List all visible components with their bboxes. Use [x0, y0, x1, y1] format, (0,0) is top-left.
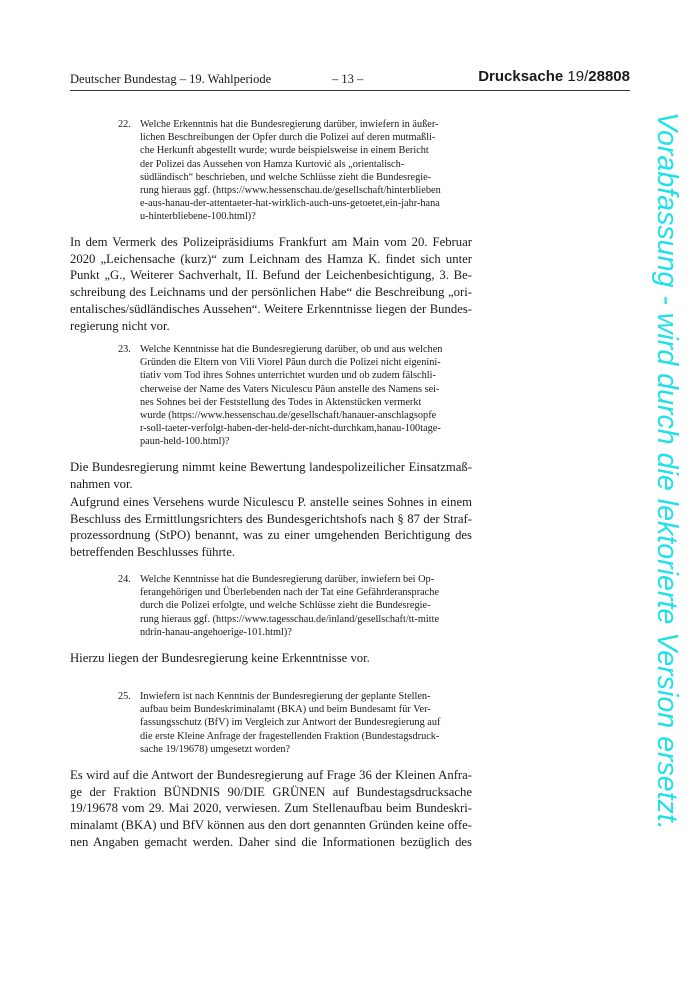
answer-line: In dem Vermerk des Polizeipräsidiums Frankfurt am Main vom 20. Februar	[70, 235, 472, 249]
question-line: Welche Kenntnisse hat die Bundesregierung darüber, inwiefern bei Op-	[140, 574, 435, 585]
question-line: tiativ vom Tod ihres Sohnes unterrichtet wurden und ob zudem fälschli-	[140, 370, 436, 382]
question-text	[140, 573, 474, 639]
header-rule	[70, 90, 630, 91]
answer-line: schreibung des Leichnams und der persönlichen Habe“ die Beschreibung „ori-	[70, 285, 472, 300]
question-line: nes Sohnes bei der Feststellung des Todes in Aktenstücken vermerkt	[140, 396, 422, 408]
question-line: wurde (https://www.hessenschau.de/gesellschaft/hanauer-anschlagsopfe	[140, 410, 437, 422]
question-line: der Polizei das Aussehen von Hamza Kurtović als „orientalisch-	[140, 158, 405, 170]
answer-23-part-2	[70, 494, 472, 561]
answer-line: Punkt „G., Weiterer Sachverhalt, II. Befund der Leichenbesichtigung, 3. Be-	[70, 268, 472, 283]
question-line: r-soll-taeter-verfolgt-haben-der-held-der-nicht-durchkam,hanau-100tage-	[140, 423, 441, 435]
header-period: Deutscher Bundestag – 19. Wahlperiode	[70, 72, 272, 86]
question-line: Welche Kenntnisse hat die Bundesregierung darüber, ob und aus welchen	[140, 344, 443, 355]
question-line: lichen Beschreibungen der Opfer durch die Polizei auf deren mutmaßli-	[140, 132, 436, 144]
question-text	[140, 690, 474, 756]
answer-line: Aufgrund eines Versehens wurde Niculescu P. anstelle seines Sohnes in einem	[70, 495, 472, 509]
question-number: 24.	[118, 574, 131, 585]
question-23	[118, 343, 474, 449]
question-line: rung hieraus ggf. (https://www.tagesschau.de/inland/gesellschaft/tt-mitte	[140, 613, 440, 625]
question-line: rung hieraus ggf. (https://www.hessenschau.de/gesellschaft/hinterblieben	[140, 185, 441, 197]
question-line: durch die Polizei erfolgte, und welche Schlüsse zieht die Bundesregie-	[140, 600, 431, 612]
answer-25	[70, 767, 472, 851]
question-line: südländisch“ beschrieben, und welche Schlüsse zieht die Bundesregie-	[140, 171, 432, 183]
document-id-prefix: 19/	[567, 68, 589, 85]
question-line: sache 19/19678) umgesetzt worden?	[140, 743, 291, 755]
question-line: fassungsschutz (BfV) im Vergleich zur Antwort der Bundesregierung auf	[140, 717, 441, 729]
page-header	[70, 68, 630, 90]
question-line: Gründen die Eltern von Vili Viorel Păun durch die Polizei nicht eigenini-	[140, 357, 441, 369]
answer-line: betreffenden Beschlusses führte.	[70, 545, 235, 560]
question-line: Inwiefern ist nach Kenntnis der Bundesregierung der geplante Stellen-	[140, 691, 431, 702]
answer-line: nen Angaben gemacht werden. Daher sind die Informationen bezüglich des	[70, 834, 472, 849]
question-24	[118, 573, 474, 639]
question-line: cherweise der Name des Vaters Niculescu Păun anstelle des Namens sei-	[140, 383, 440, 395]
answer-23-part-1	[70, 459, 472, 492]
question-line: che Herkunft abgestellt wurde; wurde beispielsweise in einem Bericht	[140, 145, 429, 157]
answer-line: Die Bundesregierung nimmt keine Bewertung landespolizeilicher Einsatzmaß-	[70, 460, 472, 474]
question-line: paun-held-100.html)?	[140, 436, 230, 448]
answer-line: 19/19678 vom 29. Mai 2020, verwiesen. Zum Stellenaufbau beim Bundeskri-	[70, 801, 472, 816]
question-line: e-aus-hanau-der-attentaeter-hat-wirklich-auch-uns-getoetet,ein-jahr-hana	[140, 198, 440, 210]
answer-line: minalamt (BKA) und BfV können aus den dort genannten Gründen keine offe-	[70, 818, 472, 833]
answer-line: Hierzu liegen der Bundesregierung keine Erkenntnisse vor.	[70, 651, 370, 665]
answer-line: ge der Fraktion BÜNDNIS 90/DIE GRÜNEN auf Bundestagsdrucksache	[70, 784, 472, 799]
answer-line: Es wird auf die Antwort der Bundesregierung auf Frage 36 der Kleinen Anfra-	[70, 768, 472, 782]
question-line: aufbau beim Bundeskriminalamt (BKA) und beim Bundesamt für Ver-	[140, 704, 431, 716]
question-text	[140, 118, 474, 224]
question-line: u-hinterbliebene-100.html)?	[140, 211, 256, 223]
document-id-label: Drucksache	[478, 68, 564, 85]
document-id-number: 28808	[588, 68, 630, 85]
question-number: 23.	[118, 344, 131, 355]
question-line: ndrin-hanau-angehoerige-101.html)?	[140, 626, 292, 638]
answer-line: nahmen vor.	[70, 476, 133, 491]
answer-22	[70, 234, 472, 334]
question-line: ferangehörigen und Überlebenden nach der Tat eine Gefährderansprache	[140, 587, 439, 599]
answer-line: regierung nicht vor.	[70, 318, 170, 333]
question-number: 22.	[118, 119, 131, 130]
question-line: die erste Kleine Anfrage der fragestellenden Fraktion (Bundestagsdruck-	[140, 730, 440, 742]
draft-watermark: Vorabfassung - wird durch die lektorierte Version ersetzt.	[651, 112, 683, 830]
question-25	[118, 690, 474, 756]
document-id	[478, 68, 630, 85]
answer-24	[70, 650, 472, 667]
page-number: – 13 –	[332, 72, 364, 86]
question-22	[118, 118, 474, 224]
question-number: 25.	[118, 691, 131, 702]
question-text	[140, 343, 474, 449]
answer-line: entalisches/südländisches Aussehen“. Weitere Erkenntnisse liegen der Bundes-	[70, 301, 472, 316]
answer-line: 2020 „Leichensache (kurz)“ zum Leichnam des Hamza K. findet sich unter	[70, 251, 472, 266]
answer-line: Beschluss des Ermittlungsrichters des Bundesgerichtshofs nach § 87 der Straf-	[70, 511, 472, 526]
answer-line: prozessordnung (StPO) benannt, was zu einer umgehenden Berichtigung des	[70, 528, 472, 543]
question-line: Welche Erkenntnis hat die Bundesregierung darüber, inwiefern in äußer-	[140, 119, 439, 130]
